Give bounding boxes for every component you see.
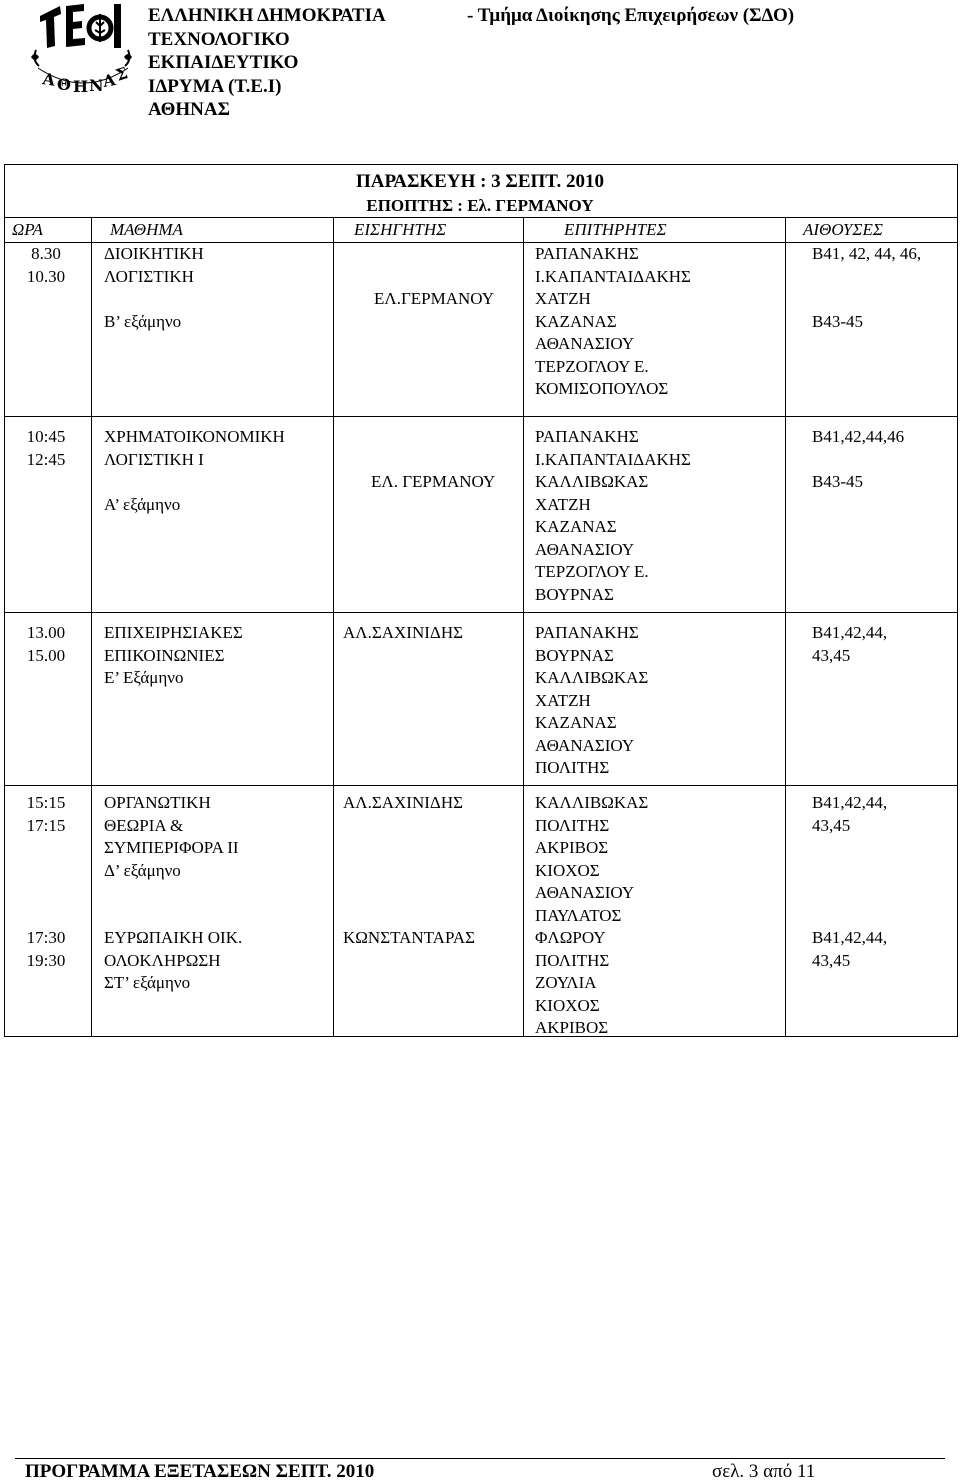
room-line (812, 288, 921, 311)
column-header-proctors: ΕΠΙΤΗΡΗΤΕΣ (564, 220, 667, 239)
exam-rooms (812, 243, 921, 333)
course-semester: ΣΤ’ εξάμηνο (104, 973, 191, 992)
exam-proctors (535, 622, 648, 780)
exam-course (104, 927, 242, 995)
proctor-name: ΚΙΟΧΟΣ (535, 995, 600, 1015)
exam-time (6, 426, 86, 471)
proctor-name: ΧΑΤΖΗ (535, 494, 591, 514)
row-divider (4, 785, 958, 786)
course-line: ΕΠΙΚΟΙΝΩΝΙΕΣ (104, 645, 225, 665)
room-line: Β41, 42, 44, 46, (812, 244, 922, 263)
exam-proctors (535, 927, 609, 1040)
column-divider (523, 217, 524, 1037)
room-line: Β41,42,44, (812, 793, 888, 812)
svg-text:Α: Α (41, 69, 57, 90)
room-line: Β41,42,44, (812, 928, 888, 947)
svg-text:Ν: Ν (89, 76, 104, 95)
proctor-name: ΑΚΡΙΒΟΣ (535, 1018, 609, 1037)
exam-proctors (535, 243, 691, 401)
exam-rooms (812, 426, 904, 494)
time-end: 10.30 (26, 266, 66, 286)
proctor-name: ΑΘΑΝΑΣΙΟΥ (535, 883, 635, 902)
proctor-name: ΧΑΤΖΗ (535, 289, 591, 308)
institution-block (148, 4, 386, 122)
exam-course (104, 622, 243, 690)
exam-rooms (812, 622, 887, 667)
svg-text:Σ: Σ (113, 63, 130, 85)
row-divider (4, 416, 958, 417)
course-semester: Β’ εξάμηνο (104, 311, 182, 331)
proctor-name: ΡΑΠΑΝΑΚΗΣ (535, 623, 639, 642)
time-start: 17:30 (26, 928, 66, 947)
course-line: ΟΛΟΚΛΗΡΩΣΗ (104, 950, 221, 970)
time-end: 15.00 (26, 645, 66, 665)
course-line: ΔΙΟΙΚΗΤΙΚΗ (104, 244, 204, 263)
time-end: 19:30 (26, 950, 66, 970)
proctor-name: ΚΑΛΛΙΒΩΚΑΣ (535, 472, 649, 491)
course-semester: Ε’ Εξάμηνο (104, 668, 184, 687)
proctor-name: ΠΟΛΙΤΗΣ (535, 815, 610, 835)
proctor-name: ΠΑΥΛΑΤΟΣ (535, 905, 622, 925)
exam-instructor: ΚΩΝΣΤΑΝΤΑΡΑΣ (343, 928, 476, 947)
room-line (812, 266, 921, 289)
proctor-name: ΚΑΛΛΙΒΩΚΑΣ (535, 668, 649, 687)
time-start: 8.30 (31, 244, 61, 263)
proctor-name: ΑΚΡΙΒΟΣ (535, 838, 609, 857)
proctor-name: Ι.ΚΑΠΑΝΤΑΙΔΑΚΗΣ (535, 449, 691, 469)
column-divider (785, 217, 786, 1037)
course-line: ΣΥΜΠΕΡΙΦΟΡΑ ΙΙ (104, 838, 239, 857)
column-divider (333, 217, 334, 1037)
column-header-rooms: ΑΙΘΟΥΣΕΣ (803, 220, 883, 239)
footer-divider (15, 1458, 945, 1459)
exam-time (6, 243, 86, 288)
proctor-name: ΑΘΑΝΑΣΙΟΥ (535, 334, 635, 353)
proctor-name: ΧΑΤΖΗ (535, 690, 591, 710)
room-line: Β41,42,44,46 (812, 427, 905, 446)
column-header-course: ΜΑΘΗΜΑ (110, 220, 183, 239)
proctor-name: ΚΟΜΙΣΟΠΟΥΛΟΣ (535, 379, 669, 398)
course-line: ΛΟΓΙΣΤΙΚΗ Ι (104, 449, 204, 469)
exam-time (6, 927, 86, 972)
room-line: Β41,42,44, (812, 623, 888, 642)
course-semester: Α’ εξάμηνο (104, 494, 181, 514)
column-header-instructor: ΕΙΣΗΓΗΤΗΣ (354, 220, 447, 239)
row-divider (4, 612, 958, 613)
tei-athens-logo (28, 2, 138, 97)
course-line: ΘΕΩΡΙΑ & (104, 815, 184, 835)
room-line: Β43-45 (812, 311, 863, 331)
room-line (812, 449, 904, 472)
proctor-name: ΚΑΖΑΝΑΣ (535, 311, 617, 331)
exam-proctors (535, 426, 691, 606)
schedule-date-title: ΠΑΡΑΣΚΕΥΗ : 3 ΣΕΠΤ. 2010 (355, 171, 605, 192)
proctor-name: ΚΑΖΑΝΑΣ (535, 517, 617, 536)
exam-time (6, 622, 86, 667)
footer-title: ΠΡΟΓΡΑΜΜΑ ΕΞΕΤΑΣΕΩΝ ΣΕΠΤ. 2010 (25, 1461, 375, 1482)
course-line: ΟΡΓΑΝΩΤΙΚΗ (104, 793, 211, 812)
exam-rooms (812, 927, 887, 972)
room-line: 43,45 (812, 815, 851, 835)
proctor-name: ΡΑΠΑΝΑΚΗΣ (535, 427, 639, 446)
page-number: σελ. 3 από 11 (712, 1461, 816, 1482)
proctor-name: ΒΟΥΡΝΑΣ (535, 645, 614, 665)
course-line: ΛΟΓΙΣΤΙΚΗ (104, 266, 194, 286)
course-semester: Δ’ εξάμηνο (104, 860, 181, 880)
course-line: ΧΡΗΜΑΤΟΙΚΟΝΟΜΙΚΗ (104, 427, 285, 446)
svg-text:Η: Η (73, 77, 89, 96)
proctor-name: ΠΟΛΙΤΗΣ (535, 758, 610, 777)
course-line: ΕΠΙΧΕΙΡΗΣΙΑΚΕΣ (104, 623, 243, 642)
exam-proctors (535, 792, 648, 927)
institution-line: ΑΘΗΝΑΣ (148, 99, 231, 120)
proctor-name: ΚΑΛΛΙΒΩΚΑΣ (535, 793, 649, 812)
column-header-time: ΩΡΑ (12, 220, 43, 239)
institution-line: ΤΕΧΝΟΛΟΓΙΚΟ (148, 28, 290, 50)
room-line: Β43-45 (812, 472, 863, 491)
room-line: 43,45 (812, 645, 851, 665)
supervisor-title: ΕΠΟΠΤΗΣ : Ελ. ΓΕΡΜΑΝΟΥ (366, 196, 594, 215)
institution-line: ΙΔΡΥΜΑ (Τ.Ε.Ι) (148, 75, 282, 97)
exam-instructor: ΕΛ. ΓΕΡΜΑΝΟΥ (371, 472, 496, 491)
exam-course (104, 426, 285, 516)
column-divider (91, 217, 92, 1037)
exam-instructor: ΕΛ.ΓΕΡΜΑΝΟΥ (374, 289, 495, 308)
proctor-name: ΠΟΛΙΤΗΣ (535, 950, 610, 970)
time-end: 17:15 (26, 815, 66, 835)
course-line: ΕΥΡΩΠΑΙΚΗ ΟΙΚ. (104, 928, 243, 947)
department-title: - Τμήμα Διοίκησης Επιχειρήσεων (ΣΔΟ) (467, 5, 795, 26)
course-line (104, 471, 285, 494)
proctor-name: ΦΛΩΡΟΥ (535, 928, 606, 947)
institution-line: ΕΚΠΑΙΔΕΥΤΙΚΟ (148, 52, 299, 73)
exam-course (104, 792, 239, 882)
proctor-name: ΤΕΡΖΟΓΛΟΥ Ε. (535, 356, 649, 376)
proctor-name: ΚΑΖΑΝΑΣ (535, 713, 617, 732)
exam-rooms (812, 792, 887, 837)
proctor-name: Ι.ΚΑΠΑΝΤΑΙΔΑΚΗΣ (535, 266, 691, 286)
page-footer (15, 1458, 945, 1480)
proctor-name: ΖΟΥΛΙΑ (535, 973, 597, 992)
room-line: 43,45 (812, 950, 851, 970)
proctor-name: ΤΕΡΖΟΓΛΟΥ Ε. (535, 562, 649, 581)
exam-course (104, 243, 204, 333)
time-start: 13.00 (26, 623, 66, 642)
time-start: 10:45 (26, 427, 66, 446)
proctor-name: ΚΙΟΧΟΣ (535, 860, 600, 880)
institution-line: ΕΛΛΗΝΙΚΗ ΔΗΜΟΚΡΑΤΙΑ (148, 5, 386, 26)
exam-time (6, 792, 86, 837)
svg-text:Α: Α (101, 70, 117, 91)
time-start: 15:15 (26, 793, 66, 812)
header-top-divider (4, 217, 958, 218)
exam-instructor: ΑΛ.ΣΑΧΙΝΙΔΗΣ (343, 793, 464, 812)
proctor-name: ΒΟΥΡΝΑΣ (535, 584, 614, 604)
svg-text:Θ: Θ (57, 75, 71, 94)
course-line (104, 288, 204, 311)
proctor-name: ΑΘΑΝΑΣΙΟΥ (535, 539, 635, 559)
exam-instructor: ΑΛ.ΣΑΧΙΝΙΔΗΣ (343, 623, 464, 642)
proctor-name: ΡΑΠΑΝΑΚΗΣ (535, 244, 639, 263)
time-end: 12:45 (26, 449, 66, 469)
proctor-name: ΑΘΑΝΑΣΙΟΥ (535, 735, 635, 755)
